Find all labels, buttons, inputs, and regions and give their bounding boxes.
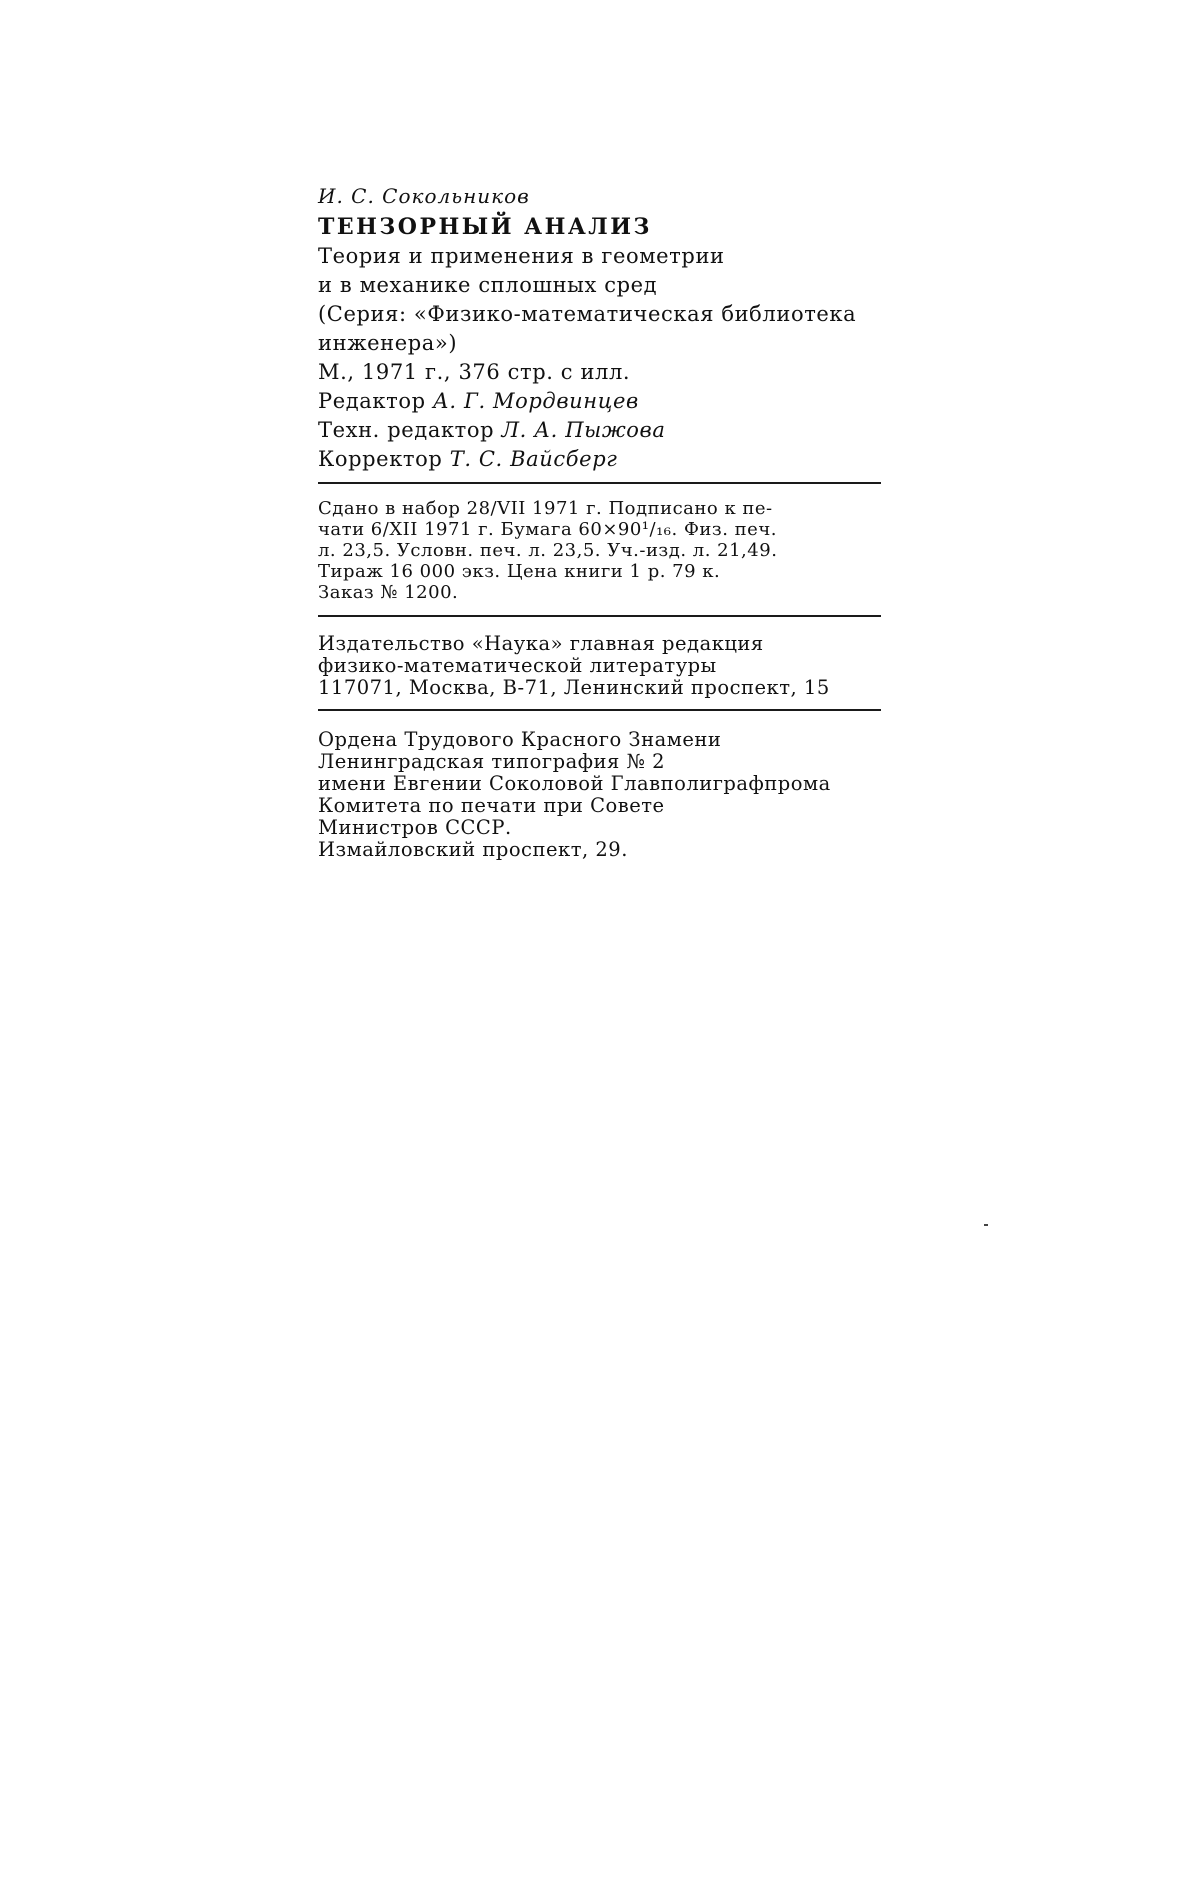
tech-editor-name: Л. А. Пыжова [501, 418, 666, 442]
editor-label: Редактор [318, 389, 426, 413]
printer-line-6: Измайловский проспект, 29. [318, 838, 628, 861]
printer-line-1: Ордена Трудового Красного Знамени [318, 728, 722, 751]
printer-block [318, 729, 881, 861]
publisher-line-3: 117071, Москва, В-71, Ленинский проспект, 15 [318, 676, 830, 699]
proofreader-line [318, 445, 881, 474]
scan-speck [984, 1224, 988, 1226]
print-details-line-2: чати 6/XII 1971 г. Бумага 60×90¹/₁₆. Физ. печ. [318, 519, 777, 540]
tech-editor-line [318, 416, 881, 445]
proofreader-label: Корректор [318, 447, 443, 471]
divider-1 [318, 482, 881, 484]
print-details-line-1: Сдано в набор 28/VII 1971 г. Подписано к пе- [318, 498, 773, 519]
colophon [318, 182, 881, 861]
divider-2 [318, 615, 881, 617]
editor-name: А. Г. Мордвинцев [432, 389, 639, 413]
publisher-block [318, 633, 881, 699]
print-details-line-5: Заказ № 1200. [318, 582, 459, 603]
print-details-line-4: Тираж 16 000 экз. Цена книги 1 р. 79 к. [318, 561, 721, 582]
book-title: ТЕНЗОРНЫЙ АНАЛИЗ [318, 214, 652, 240]
publisher-line-1: Издательство «Наука» главная редакция [318, 632, 764, 655]
printer-line-2: Ленинградская типография № 2 [318, 750, 666, 773]
series-line-2: инженера») [318, 331, 458, 355]
author-name: И. С. Сокольников [318, 184, 530, 208]
divider-3 [318, 709, 881, 711]
printer-line-3: имени Евгении Соколовой Главполиграфпрома [318, 772, 831, 795]
printer-line-4: Комитета по печати при Совете [318, 794, 665, 817]
publication-line: М., 1971 г., 376 стр. с илл. [318, 360, 631, 384]
print-details-block [318, 498, 881, 603]
publisher-line-2: физико-математической литературы [318, 654, 717, 677]
series-line-1: (Серия: «Физико-математическая библиотека [318, 302, 857, 326]
printer-line-5: Министров СССР. [318, 816, 512, 839]
tech-editor-label: Техн. редактор [318, 418, 495, 442]
print-details-line-3: л. 23,5. Условн. печ. л. 23,5. Уч.-изд. л. 21,49. [318, 540, 778, 561]
proofreader-name: Т. С. Вайсберг [449, 447, 618, 471]
subtitle-line-1: Теория и применения в геометрии [318, 244, 725, 268]
editor-line [318, 387, 881, 416]
subtitle-line-2: и в механике сплошных сред [318, 273, 658, 297]
